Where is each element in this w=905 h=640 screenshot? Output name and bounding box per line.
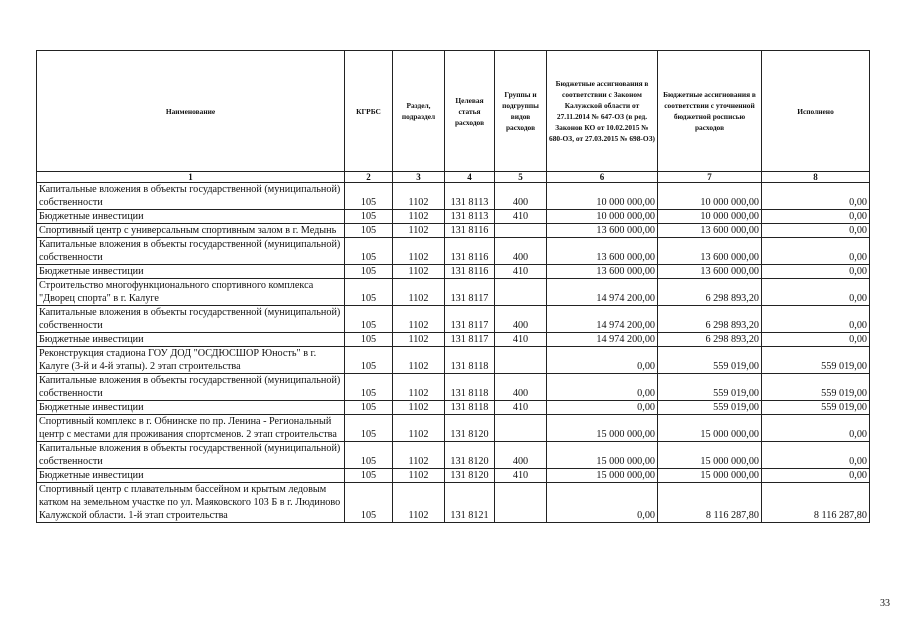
row-name: Бюджетные инвестиции [37,265,345,279]
row-group: 410 [495,210,547,224]
row-assign-refined: 6 298 893,20 [658,306,762,333]
row-assign-law: 15 000 000,00 [547,415,658,442]
row-executed: 8 116 287,80 [762,483,870,523]
row-section: 1102 [393,401,445,415]
row-kgrbs: 105 [345,279,393,306]
table-row [37,238,870,265]
row-assign-law: 0,00 [547,347,658,374]
row-section: 1102 [393,210,445,224]
row-target: 131 8113 [445,183,495,210]
row-name: Спортивный центр с плавательным бассейном и крытым ледовым катком на земельном участке по ул. Маяковского 103 Б в г. Людиново Калужской области. 1-й этап строительства [37,483,345,523]
row-name: Бюджетные инвестиции [37,401,345,415]
row-name: Капитальные вложения в объекты государственной (муниципальной) собственности [37,442,345,469]
row-assign-refined: 13 600 000,00 [658,238,762,265]
table-row [37,279,870,306]
col-assign-law-header: Бюджетные ассигнования в соответствии с Законом Калужской области от 27.11.2014 № 647-ОЗ (в ред. Законов КО от 10.02.2015 № 680-ОЗ, от 27.03.2015 № 698-ОЗ) [547,51,658,172]
table-row [37,210,870,224]
row-assign-refined: 8 116 287,80 [658,483,762,523]
row-assign-refined: 559 019,00 [658,374,762,401]
table-row [37,442,870,469]
row-executed: 0,00 [762,415,870,442]
row-executed: 0,00 [762,442,870,469]
row-executed: 0,00 [762,183,870,210]
table-row [37,347,870,374]
page-number: 33 [880,598,890,609]
row-assign-law: 10 000 000,00 [547,210,658,224]
row-kgrbs: 105 [345,483,393,523]
row-target: 131 8118 [445,401,495,415]
row-assign-law: 13 600 000,00 [547,224,658,238]
row-target: 131 8121 [445,483,495,523]
row-kgrbs: 105 [345,224,393,238]
row-executed: 559 019,00 [762,401,870,415]
table-row [37,306,870,333]
row-kgrbs: 105 [345,374,393,401]
row-section: 1102 [393,415,445,442]
row-section: 1102 [393,469,445,483]
table-row [37,469,870,483]
row-section: 1102 [393,265,445,279]
row-kgrbs: 105 [345,401,393,415]
row-assign-law: 14 974 200,00 [547,306,658,333]
row-section: 1102 [393,442,445,469]
row-kgrbs: 105 [345,265,393,279]
row-assign-refined: 10 000 000,00 [658,183,762,210]
row-section: 1102 [393,279,445,306]
row-group [495,224,547,238]
row-assign-law: 13 600 000,00 [547,265,658,279]
row-executed: 0,00 [762,279,870,306]
row-executed: 0,00 [762,333,870,347]
budget-table [36,50,870,523]
row-assign-refined: 15 000 000,00 [658,415,762,442]
row-name: Строительство многофункционального спортивного комплекса "Дворец спорта" в г. Калуге [37,279,345,306]
row-executed: 559 019,00 [762,347,870,374]
col-kgrbs-header: КГРБС [345,51,393,172]
row-assign-refined: 13 600 000,00 [658,224,762,238]
row-section: 1102 [393,183,445,210]
col-number: 7 [658,172,762,183]
row-target: 131 8116 [445,265,495,279]
row-executed: 0,00 [762,238,870,265]
col-target-header: Целевая статья расходов [445,51,495,172]
row-kgrbs: 105 [345,442,393,469]
row-name: Спортивный комплекс в г. Обнинске по пр. Ленина - Региональный центр с местами для проживания спортсменов. 2 этап строительства [37,415,345,442]
row-target: 131 8113 [445,210,495,224]
col-assign-refined-header: Бюджетные ассигнования в соответствии с уточненной бюджетной росписью расходов [658,51,762,172]
table-row [37,415,870,442]
row-name: Спортивный центр с универсальным спортивным залом в г. Медынь [37,224,345,238]
row-assign-law: 0,00 [547,401,658,415]
col-executed-header: Исполнено [762,51,870,172]
row-kgrbs: 105 [345,238,393,265]
row-kgrbs: 105 [345,347,393,374]
row-assign-law: 10 000 000,00 [547,183,658,210]
table-row [37,265,870,279]
row-section: 1102 [393,374,445,401]
row-target: 131 8120 [445,469,495,483]
col-number: 6 [547,172,658,183]
row-target: 131 8118 [445,374,495,401]
col-section-header: Раздел, подраздел [393,51,445,172]
table-row [37,401,870,415]
row-kgrbs: 105 [345,183,393,210]
row-assign-law: 0,00 [547,374,658,401]
col-number: 8 [762,172,870,183]
row-group: 410 [495,333,547,347]
row-executed: 559 019,00 [762,374,870,401]
row-assign-refined: 559 019,00 [658,347,762,374]
row-section: 1102 [393,306,445,333]
row-group [495,483,547,523]
col-number: 3 [393,172,445,183]
row-name: Бюджетные инвестиции [37,469,345,483]
row-assign-law: 13 600 000,00 [547,238,658,265]
row-group: 400 [495,374,547,401]
row-name: Бюджетные инвестиции [37,333,345,347]
row-assign-refined: 10 000 000,00 [658,210,762,224]
table-row [37,483,870,523]
row-target: 131 8117 [445,306,495,333]
col-number: 2 [345,172,393,183]
row-group: 410 [495,265,547,279]
row-section: 1102 [393,238,445,265]
table-row [37,224,870,238]
row-group [495,347,547,374]
row-name: Капитальные вложения в объекты государственной (муниципальной) собственности [37,306,345,333]
row-executed: 0,00 [762,265,870,279]
column-number-row [37,172,870,183]
row-assign-law: 14 974 200,00 [547,333,658,347]
row-group: 400 [495,183,547,210]
row-executed: 0,00 [762,224,870,238]
row-group: 400 [495,238,547,265]
row-group: 410 [495,469,547,483]
col-name-header: Наименование [37,51,345,172]
row-target: 131 8117 [445,333,495,347]
row-assign-refined: 6 298 893,20 [658,279,762,306]
row-group [495,415,547,442]
row-name: Капитальные вложения в объекты государственной (муниципальной) собственности [37,183,345,210]
col-number: 1 [37,172,345,183]
row-target: 131 8116 [445,238,495,265]
row-name: Бюджетные инвестиции [37,210,345,224]
row-assign-law: 0,00 [547,483,658,523]
row-assign-refined: 6 298 893,20 [658,333,762,347]
row-group: 400 [495,306,547,333]
row-assign-law: 15 000 000,00 [547,469,658,483]
row-executed: 0,00 [762,210,870,224]
row-assign-law: 15 000 000,00 [547,442,658,469]
row-group [495,279,547,306]
row-assign-refined: 559 019,00 [658,401,762,415]
header-row [37,51,870,172]
table-row [37,333,870,347]
row-assign-law: 14 974 200,00 [547,279,658,306]
col-number: 4 [445,172,495,183]
row-name: Капитальные вложения в объекты государственной (муниципальной) собственности [37,238,345,265]
row-assign-refined: 15 000 000,00 [658,469,762,483]
row-section: 1102 [393,347,445,374]
col-groups-header: Группы и подгруппы видов расходов [495,51,547,172]
row-target: 131 8116 [445,224,495,238]
row-name: Реконструкция стадиона ГОУ ДОД "ОСДЮСШОР Юность" в г. Калуге (3-й и 4-й этапы). 2 этап строительства [37,347,345,374]
row-group: 400 [495,442,547,469]
row-kgrbs: 105 [345,415,393,442]
row-executed: 0,00 [762,306,870,333]
row-target: 131 8118 [445,347,495,374]
row-target: 131 8120 [445,442,495,469]
row-name: Капитальные вложения в объекты государственной (муниципальной) собственности [37,374,345,401]
table-row [37,183,870,210]
row-kgrbs: 105 [345,210,393,224]
row-group: 410 [495,401,547,415]
row-assign-refined: 15 000 000,00 [658,442,762,469]
row-target: 131 8117 [445,279,495,306]
row-kgrbs: 105 [345,469,393,483]
row-assign-refined: 13 600 000,00 [658,265,762,279]
table-row [37,374,870,401]
row-section: 1102 [393,333,445,347]
row-executed: 0,00 [762,469,870,483]
row-target: 131 8120 [445,415,495,442]
row-section: 1102 [393,224,445,238]
row-section: 1102 [393,483,445,523]
col-number: 5 [495,172,547,183]
row-kgrbs: 105 [345,333,393,347]
row-kgrbs: 105 [345,306,393,333]
